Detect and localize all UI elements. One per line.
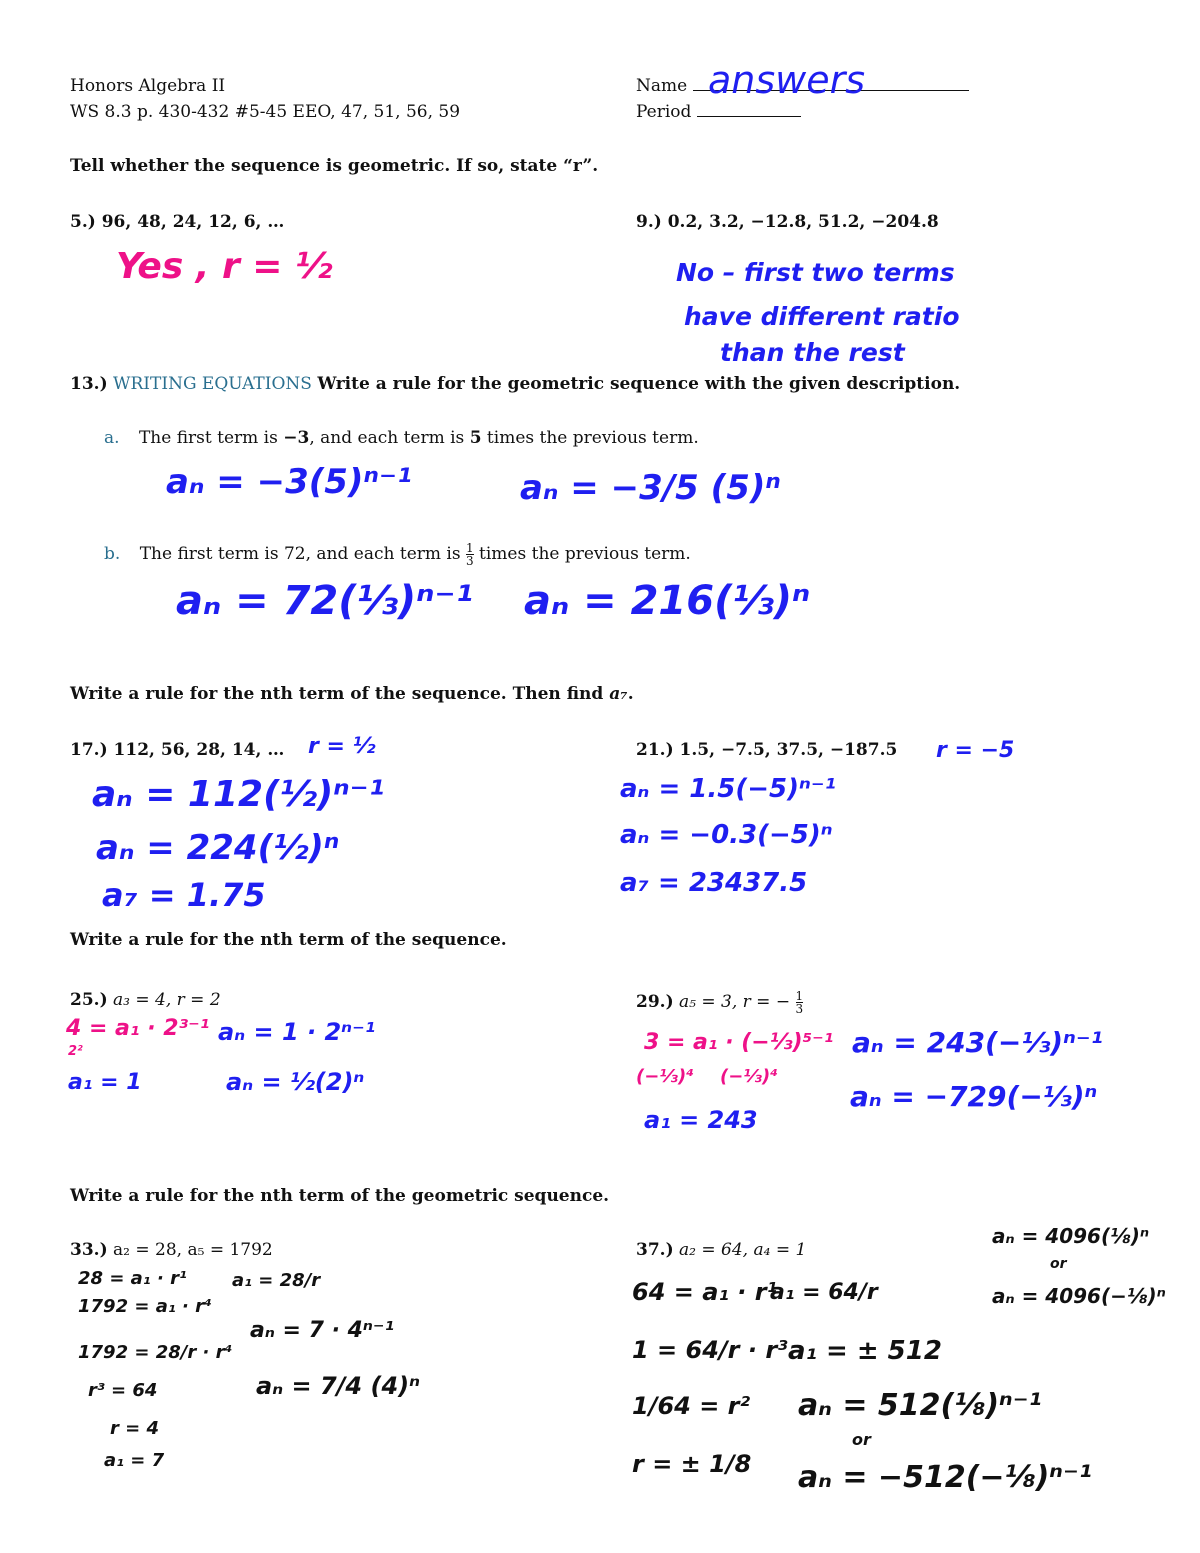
problem-37-corner-or: or [1050,1256,1067,1272]
problem-37-side2: a₁ = ± 512 [788,1336,942,1366]
problem-9 [636,212,939,232]
instruction-a7: a₇ [609,684,628,704]
problem-13-number: 13.) [70,374,108,394]
period-label [636,102,801,122]
instruction-find-a7-text: Write a rule for the nth term of the sequence. Then find [70,684,610,704]
problem-33-work1: 28 = a₁ · r¹ [78,1268,187,1289]
problem-13a-answer2: aₙ = −3/5 (5)ⁿ [520,468,781,508]
problem-33-work3: 1792 = 28/r · r⁴ [78,1342,233,1363]
problem-25-number: 25.) [70,990,108,1010]
problem-13a-text2: , and each term is [309,428,470,448]
problem-33-work4: r³ = 64 [88,1380,158,1401]
problem-33-side2: aₙ = 7 · 4ⁿ⁻¹ [250,1318,395,1343]
problem-29 [636,990,803,1015]
problem-21-line1: aₙ = 1.5(−5)ⁿ⁻¹ [620,774,836,804]
problem-13-tag: WRITING EQUATIONS [113,374,312,394]
problem-13b-text1: The first term is 72, and each term is [139,544,466,564]
problem-33-side1: a₁ = 28/r [232,1270,321,1291]
problem-13a-answer1: aₙ = −3(5)ⁿ⁻¹ [166,462,412,502]
problem-13a-text1: The first term is [138,428,284,448]
problem-37-given: a₂ = 64, a₄ = 1 [679,1240,807,1260]
period-line [697,116,801,117]
problem-13b-fraction [466,542,474,567]
problem-25-answer1: aₙ = 1 · 2ⁿ⁻¹ [218,1018,376,1046]
problem-13b-answer2: aₙ = 216(⅓)ⁿ [524,578,811,624]
instruction-geometric: Tell whether the sequence is geometric. If so, state “r”. [70,156,599,176]
problem-37-corner1: aₙ = 4096(⅛)ⁿ [992,1224,1150,1248]
problem-21-number: 21.) [636,740,674,760]
instruction-geometric-sequence: Write a rule for the nth term of the geometric sequence. [70,1186,610,1206]
problem-13b-answer1: aₙ = 72(⅓)ⁿ⁻¹ [176,578,474,624]
problem-37-work3: 1/64 = r² [632,1392,751,1420]
problem-5-answer: Yes , r = ½ [116,246,333,287]
name-answer: answers [708,58,866,102]
worksheet-info: WS 8.3 p. 430-432 #5-45 EEO, 47, 51, 56, 59 [70,102,461,122]
problem-33-side3: aₙ = 7/4 (4)ⁿ [256,1372,421,1400]
problem-25-work2: 2² [68,1044,83,1059]
problem-21-line2: aₙ = −0.3(−5)ⁿ [620,820,833,850]
instruction-nth-term: Write a rule for the nth term of the sequence. [70,930,507,950]
problem-9-sequence: 0.2, 3.2, −12.8, 51.2, −204.8 [667,212,939,232]
problem-33-number: 33.) [70,1240,108,1260]
problem-17 [70,740,284,760]
problem-33-work2: 1792 = a₁ · r⁴ [78,1296,212,1317]
problem-33 [70,1240,273,1260]
problem-13 [70,374,960,394]
problem-29-work2b: (−⅓)⁴ [720,1066,779,1087]
problem-25 [70,990,221,1010]
problem-9-answer-line3: than the rest [720,338,905,367]
problem-37-corner2: aₙ = 4096(−⅛)ⁿ [992,1284,1166,1308]
problem-17-line3: a₇ = 1.75 [102,876,266,914]
problem-37-work4: r = ± 1/8 [632,1450,752,1478]
problem-25-given: a₃ = 4, r = 2 [113,990,221,1010]
problem-9-number: 9.) [636,212,662,232]
problem-29-number: 29.) [636,992,674,1012]
problem-33-work5: r = 4 [110,1418,160,1439]
problem-9-answer-line1: No – first two terms [676,258,955,287]
instruction-find-a7-end: . [627,684,634,704]
course-title: Honors Algebra II [70,76,226,96]
problem-21-ratio: r = −5 [936,738,1015,763]
problem-17-ratio: r = ½ [308,734,376,759]
problem-13-text: Write a rule for the geometric sequence with the given description. [317,374,961,394]
problem-9-answer-line2: have different ratio [684,302,960,331]
problem-13a [104,428,699,448]
problem-21-sequence: 1.5, −7.5, 37.5, −187.5 [679,740,898,760]
problem-17-line2: aₙ = 224(½)ⁿ [96,828,340,868]
problem-33-work6: a₁ = 7 [104,1450,165,1471]
problem-29-frac-num: 1 [795,989,804,1003]
problem-29-fraction [796,990,804,1015]
problem-13a-value1: −3 [283,428,310,448]
problem-37-side1: a₁ = 64/r [770,1280,878,1305]
problem-29-answer1: aₙ = 243(−⅓)ⁿ⁻¹ [852,1026,1103,1059]
problem-37-number: 37.) [636,1240,674,1260]
problem-29-work3: a₁ = 243 [644,1106,758,1134]
problem-29-given: a₅ = 3, r = − [679,992,791,1012]
problem-13b-frac-num: 1 [465,541,474,555]
problem-37-or: or [852,1430,871,1449]
problem-13b-text2: times the previous term. [473,544,691,564]
problem-5-sequence: 96, 48, 24, 12, 6, … [101,212,285,232]
instruction-find-a7 [70,684,634,704]
problem-21-line3: a₇ = 23437.5 [620,868,808,898]
problem-25-work1: 4 = a₁ · 2³⁻¹ [66,1016,210,1041]
problem-13a-label: a. [104,428,120,448]
problem-5-number: 5.) [70,212,96,232]
problem-5 [70,212,284,232]
problem-37 [636,1240,806,1260]
name-label-text: Name [636,76,688,96]
problem-13a-value2: 5 [469,428,482,448]
problem-17-sequence: 112, 56, 28, 14, … [113,740,285,760]
problem-13b [104,542,691,567]
problem-37-work1: 64 = a₁ · r¹ [632,1278,778,1306]
problem-29-work2a: (−⅓)⁴ [636,1066,695,1087]
problem-17-number: 17.) [70,740,108,760]
problem-29-frac-den: 3 [795,1002,804,1016]
problem-37-side4: aₙ = −512(−⅛)ⁿ⁻¹ [798,1460,1092,1495]
problem-13a-text3: times the previous term. [481,428,699,448]
problem-13b-label: b. [104,544,121,564]
problem-37-side3: aₙ = 512(⅛)ⁿ⁻¹ [798,1388,1042,1423]
problem-13b-frac-den: 3 [465,554,474,568]
problem-25-answer2: aₙ = ½(2)ⁿ [226,1068,365,1096]
problem-37-work2: 1 = 64/r · r³ [632,1336,788,1364]
problem-29-work1: 3 = a₁ · (−⅓)⁵⁻¹ [644,1030,834,1055]
problem-33-given: a₂ = 28, a₅ = 1792 [113,1240,273,1260]
problem-17-line1: aₙ = 112(½)ⁿ⁻¹ [92,774,385,815]
problem-21 [636,740,897,760]
period-label-text: Period [636,102,692,122]
problem-29-answer2: aₙ = −729(−⅓)ⁿ [850,1080,1098,1113]
problem-25-work3: a₁ = 1 [68,1070,142,1095]
